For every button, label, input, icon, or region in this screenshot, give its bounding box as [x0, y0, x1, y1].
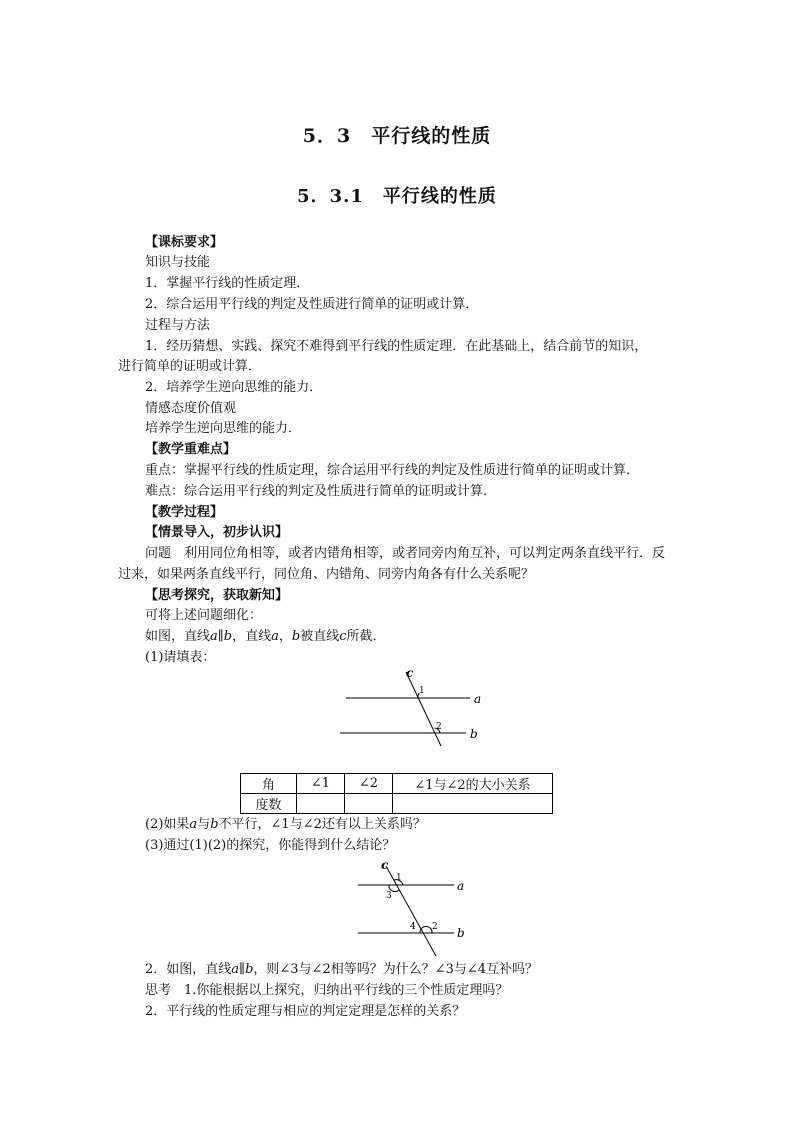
label-b: b [470, 727, 478, 741]
text-line: 重点：掌握平行线的性质定理，综合运用平行线的判定及性质进行简单的证明或计算． [145, 463, 640, 478]
text-span: 不平行，∠1与∠2还有以上关系吗？ [218, 817, 426, 832]
math-variable: a [271, 629, 279, 644]
text-span: 如图，直线 [145, 629, 211, 644]
text-line: (3)通过(1)(2)的探究，你能得到什么结论？ [145, 838, 396, 853]
parallel-symbol: ∥ [239, 962, 246, 977]
section-title: 5．3 平行线的性质 [302, 125, 492, 147]
angle-2-arc [422, 926, 432, 933]
label-a: a [457, 879, 465, 893]
parallel-symbol: ∥ [217, 629, 224, 644]
heading-teaching-process: 【教学过程】 [145, 505, 224, 520]
table-header-cell: 角 [241, 774, 297, 794]
text-span: ， [278, 629, 292, 644]
subheading-knowledge-skills: 知识与技能 [145, 255, 211, 270]
label-c: c [406, 666, 414, 680]
text-line: 培养学生逆向思维的能力． [145, 421, 302, 436]
label-angle-1: 1 [419, 686, 425, 696]
label-angle-2: 2 [436, 722, 442, 732]
text-line: 进行简单的证明或计算． [118, 359, 262, 374]
label-angle-1: 1 [396, 873, 402, 883]
text-line: 难点：综合运用平行线的判定及性质进行简单的证明或计算． [145, 484, 497, 499]
label-angle-4: 4 [410, 922, 416, 932]
text-line: 过来，如果两条直线平行，同位角、内错角、同旁内角各有什么关系呢？ [118, 567, 535, 582]
text-line: 1．经历猜想、实践、探究不难得到平行线的性质定理．在此基础上，结合前节的知识， [145, 339, 648, 354]
math-variable: b [223, 629, 233, 644]
math-variable: c [339, 629, 347, 644]
math-variable: b [210, 817, 219, 832]
text-line: 2．培养学生逆向思维的能力． [145, 380, 323, 395]
line-c [386, 866, 436, 956]
math-variable: b [245, 962, 254, 977]
label-b: b [457, 926, 465, 940]
label-angle-3: 3 [386, 891, 392, 901]
figure-parallel-lines-1 [330, 662, 490, 752]
heading-curriculum-requirements: 【课标要求】 [145, 235, 224, 250]
text-line: 1．掌握平行线的性质定理． [145, 276, 310, 291]
label-c: c [381, 858, 389, 872]
math-variable: a [231, 962, 240, 977]
text-line: (1)请填表： [145, 650, 216, 665]
text-span: 与 [197, 817, 211, 832]
label-a: a [474, 692, 482, 706]
text-line: 问题 利用同位角相等，或者内错角相等，或者同旁内角互补，可以判定两条直线平行．反 [145, 546, 666, 561]
math-variable: b [291, 629, 301, 644]
text-line: 思考 1.你能根据以上探究，归纳出平行线的三个性质定理吗？ [145, 983, 509, 998]
table-header-cell: ∠2 [345, 774, 393, 794]
table-header-cell: ∠1与∠2的大小关系 [393, 774, 553, 794]
text-line: 2．平行线的性质定理与相应的判定定理是怎样的关系？ [145, 1004, 466, 1019]
subsection-title: 5．3.1 平行线的性质 [297, 186, 497, 207]
angle-table [240, 773, 553, 814]
table-cell [345, 794, 393, 814]
label-angle-2: 2 [432, 922, 438, 932]
table-cell [297, 794, 345, 814]
text-span: (2)如果 [145, 817, 190, 832]
line-c [406, 672, 441, 746]
text-line: 可将上述问题细化： [145, 608, 263, 623]
table-header-cell: ∠1 [297, 774, 345, 794]
table-cell [393, 794, 553, 814]
figure-parallel-lines-2 [350, 856, 480, 966]
text-line [145, 817, 426, 833]
subheading-attitudes-values: 情感态度价值观 [145, 401, 237, 416]
table-row-label: 度数 [241, 794, 297, 814]
table-header-row [241, 774, 553, 794]
table-row [241, 794, 553, 814]
text-line: 2．综合运用平行线的判定及性质进行简单的证明或计算． [145, 297, 479, 312]
text-span: 2．如图，直线 [145, 962, 232, 977]
text-line [145, 629, 386, 645]
text-span: ，则∠3与∠2相等吗？为什么？∠3与∠4互补吗？ [253, 962, 539, 977]
subheading-process-methods: 过程与方法 [145, 318, 211, 333]
text-line [145, 962, 538, 978]
math-variable: a [189, 817, 198, 832]
heading-scenario-intro: 【情景导入，初步认识】 [145, 525, 289, 540]
text-span: 被直线 [300, 629, 340, 644]
heading-key-points: 【教学重难点】 [145, 442, 237, 457]
text-span: ，直线 [232, 629, 272, 644]
math-variable: a [210, 629, 218, 644]
heading-think-explore: 【思考探究，获取新知】 [145, 588, 289, 603]
text-span: 所截． [346, 629, 386, 644]
